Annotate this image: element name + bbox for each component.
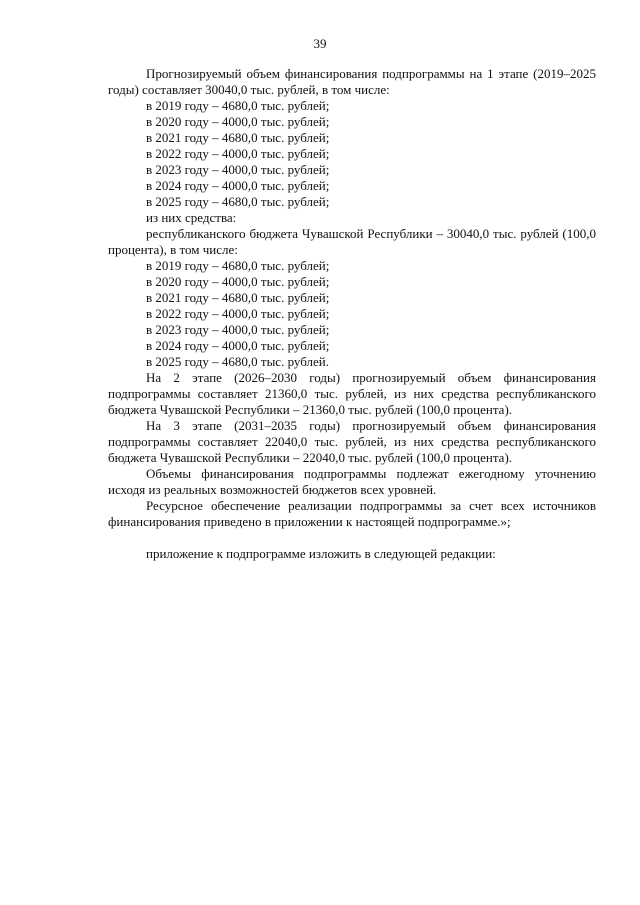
list-item: в 2024 году – 4000,0 тыс. рублей; (146, 178, 330, 193)
document-body (108, 66, 596, 562)
list-item: в 2025 году – 4680,0 тыс. рублей; (146, 194, 330, 209)
page-number: 39 (313, 36, 327, 51)
list-item: в 2022 году – 4000,0 тыс. рублей; (146, 306, 330, 321)
paragraph-stage1-total: Прогнозируемый объем финансирования подпрограммы на 1 этапе (2019–2025 годы) составляет 30040,0 тыс. рублей, в том числе: (108, 66, 596, 97)
list-item: в 2023 году – 4000,0 тыс. рублей; (146, 162, 330, 177)
list-item: в 2019 году – 4680,0 тыс. рублей; (146, 258, 330, 273)
list-stage1-years (108, 98, 596, 210)
list-item: в 2021 году – 4680,0 тыс. рублей; (146, 130, 330, 145)
list-item: в 2021 году – 4680,0 тыс. рублей; (146, 290, 330, 305)
list-item: в 2024 году – 4000,0 тыс. рублей; (146, 338, 330, 353)
paragraph-stage3: На 3 этапе (2031–2035 годы) прогнозируемый объем финансирования подпрограммы составляет 22040,0 тыс. рублей, из них средства республиканского бюджета Чувашской Республики – 22040,0 тыс. рублей (100,0 процента). (108, 418, 596, 465)
list-item: в 2022 году – 4000,0 тыс. рублей; (146, 146, 330, 161)
paragraph-annual-adjustment: Объемы финансирования подпрограммы подлежат ежегодному уточнению исходя из реальных возможностей бюджетов всех уровней. (108, 466, 596, 497)
paragraph-appendix-instruction: приложение к подпрограмме изложить в следующей редакции: (146, 546, 496, 561)
list-item: в 2025 году – 4680,0 тыс. рублей. (146, 354, 329, 369)
paragraph-of-which: из них средства: (146, 210, 237, 225)
list-item: в 2023 году – 4000,0 тыс. рублей; (146, 322, 330, 337)
list-item: в 2020 году – 4000,0 тыс. рублей; (146, 274, 330, 289)
list-item: в 2019 году – 4680,0 тыс. рублей; (146, 98, 330, 113)
paragraph-republican-budget: республиканского бюджета Чувашской Республики – 30040,0 тыс. рублей (100,0 процента), в том числе: (108, 226, 596, 257)
paragraph-stage2: На 2 этапе (2026–2030 годы) прогнозируемый объем финансирования подпрограммы составляет 21360,0 тыс. рублей, из них средства республиканского бюджета Чувашской Республики – 21360,0 тыс. рублей (100,0 процента). (108, 370, 596, 417)
list-republican-years (108, 258, 596, 370)
spacer (108, 530, 596, 546)
paragraph-resource-support: Ресурсное обеспечение реализации подпрограммы за счет всех источников финансирования приведено в приложении к настоящей подпрограмме.»; (108, 498, 596, 529)
list-item: в 2020 году – 4000,0 тыс. рублей; (146, 114, 330, 129)
